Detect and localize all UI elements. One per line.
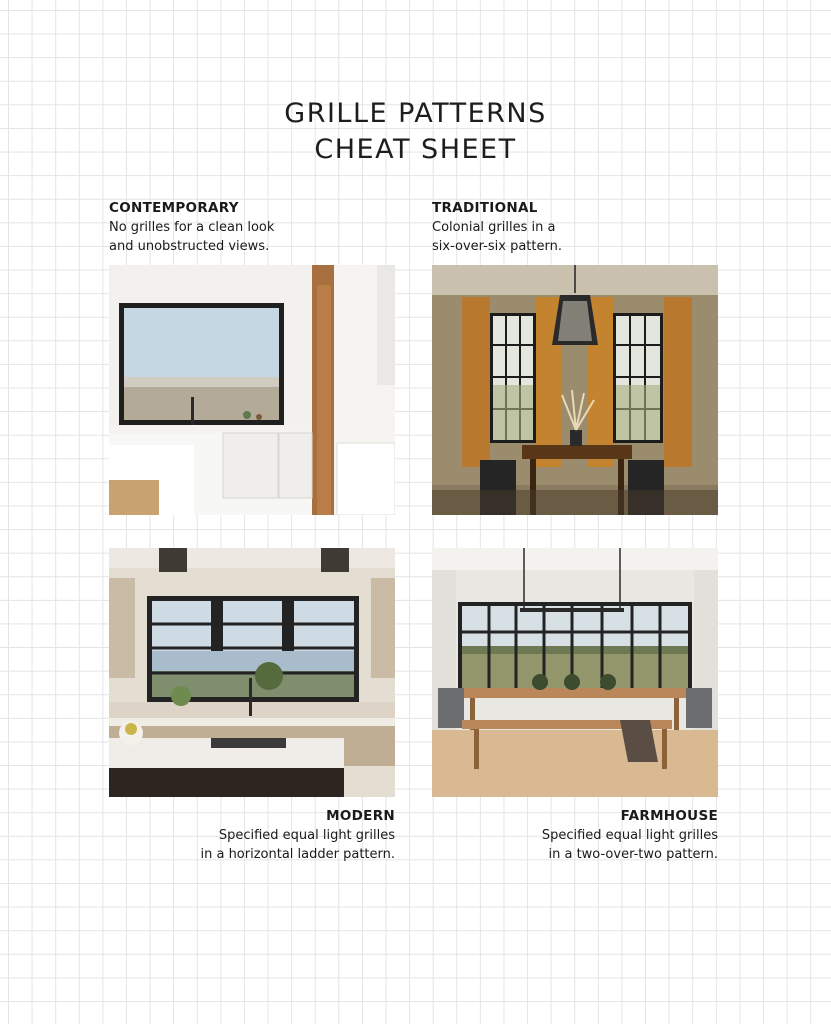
contemporary-kitchen-photo — [109, 265, 395, 515]
modern-heading: MODERN — [326, 808, 395, 824]
page-title — [0, 96, 831, 168]
contemporary-desc-line-1: No grilles for a clean look — [109, 220, 275, 235]
farmhouse-dining-photo — [432, 548, 718, 797]
farmhouse-caption — [432, 807, 718, 864]
traditional-desc-line-2: six-over-six pattern. — [432, 239, 562, 254]
traditional-caption — [432, 199, 718, 256]
modern-caption — [109, 807, 395, 864]
traditional-heading: TRADITIONAL — [432, 200, 538, 216]
traditional-dining-photo — [432, 265, 718, 515]
modern-desc-line-2: in a horizontal ladder pattern. — [200, 847, 395, 862]
contemporary-caption — [109, 199, 395, 256]
farmhouse-heading: FARMHOUSE — [620, 808, 718, 824]
modern-desc-line-1: Specified equal light grilles — [218, 828, 395, 843]
contemporary-heading: CONTEMPORARY — [109, 200, 239, 216]
farmhouse-desc-line-1: Specified equal light grilles — [541, 828, 718, 843]
farmhouse-desc-line-2: in a two-over-two pattern. — [548, 847, 718, 862]
title-line-1: GRILLE PATTERNS — [284, 98, 547, 129]
contemporary-desc-line-2: and unobstructed views. — [109, 239, 270, 254]
traditional-desc-line-1: Colonial grilles in a — [432, 220, 556, 235]
title-line-2: CHEAT SHEET — [314, 134, 517, 165]
modern-kitchen-photo — [109, 548, 395, 797]
